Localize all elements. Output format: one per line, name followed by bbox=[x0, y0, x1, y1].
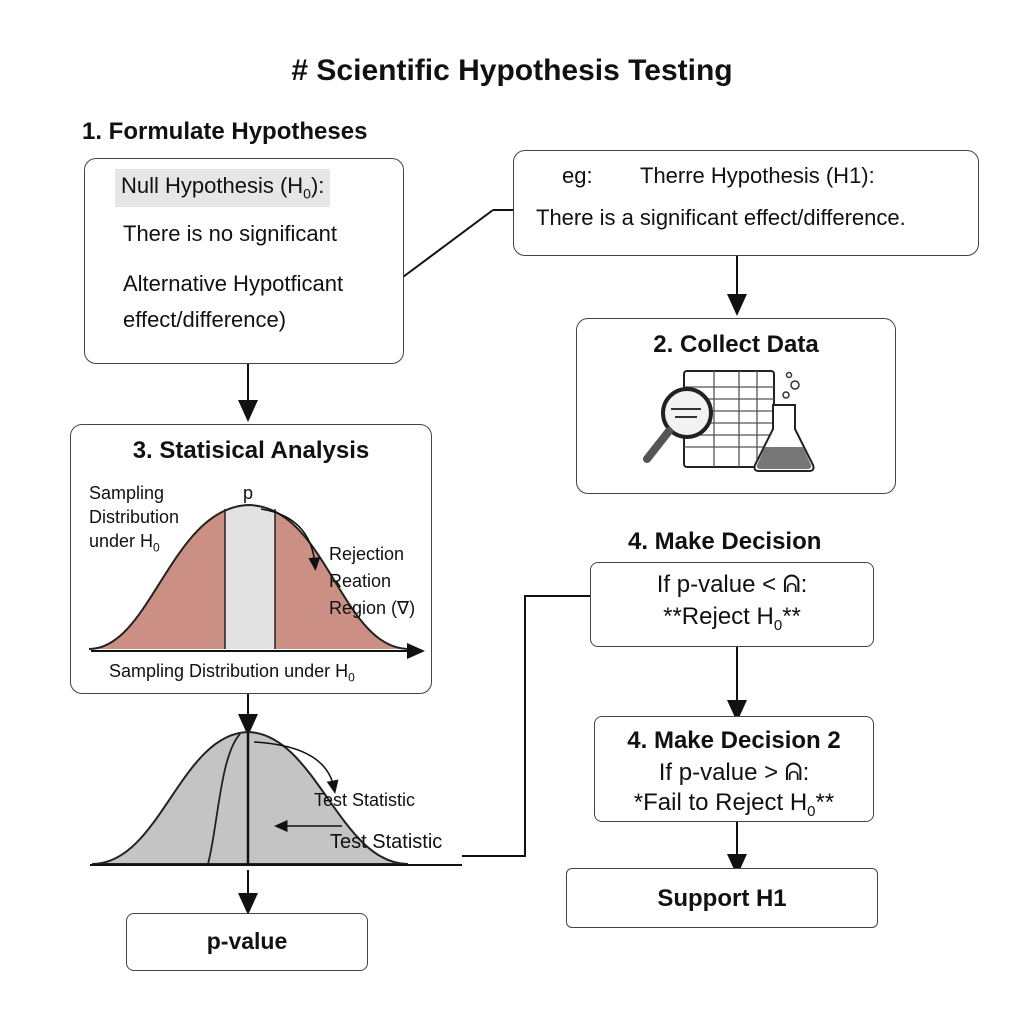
hypotheses-box bbox=[84, 158, 404, 364]
alt-hypothesis-line2: effect/difference) bbox=[123, 307, 287, 332]
example-label: Therre Hypothesis (H1): bbox=[640, 163, 875, 188]
example-hypothesis-box bbox=[513, 150, 979, 256]
data-collection-icon bbox=[639, 367, 829, 477]
step2-heading: 2. Collect Data bbox=[653, 331, 819, 358]
decision1-condition: If p-value < ᕱ: bbox=[656, 571, 808, 598]
connector-step1-example bbox=[403, 210, 493, 277]
alt-hypothesis-line1: Alternative Hypotficant bbox=[123, 271, 344, 296]
decision2-heading: 4. Make Decision 2 bbox=[627, 727, 841, 754]
test-statistic-label-2: Test Statistic bbox=[330, 831, 443, 853]
distribution-label: Sampling Distribution under $H_0$ bbox=[89, 483, 180, 555]
null-hypothesis-label: Null Hypothesis $(H_0)$: bbox=[115, 169, 330, 207]
rejection-region-label: Rejection Reation Region (∇) bbox=[329, 544, 416, 618]
decision2-condition: If p-value > ᕱ: bbox=[658, 759, 810, 786]
test-statistic-label-1: Test Statistic bbox=[314, 790, 416, 810]
center-region bbox=[225, 425, 275, 693]
decision1-heading: 4. Make Decision bbox=[628, 528, 822, 555]
example-prefix: eg: bbox=[562, 163, 593, 188]
p-value-box bbox=[126, 913, 368, 971]
support-h1-label: Support H1 bbox=[657, 885, 787, 912]
decision1-result: **Reject $H_0**$ bbox=[663, 603, 801, 634]
p-value-label: p-value bbox=[206, 928, 288, 954]
axis-label: Sampling Distribution under $H_0$ bbox=[109, 661, 355, 685]
statistical-analysis-box bbox=[70, 424, 432, 694]
diagram-title: # Scientific Hypothesis Testing bbox=[291, 54, 733, 87]
connector-teststat-to-decision bbox=[462, 596, 590, 856]
null-hypothesis-text: There is no significant bbox=[123, 221, 337, 246]
step3-heading: 3. Statisical Analysis bbox=[132, 437, 370, 464]
decision2-box bbox=[594, 716, 874, 822]
step1-heading: 1. Formulate Hypotheses bbox=[82, 118, 368, 145]
collect-data-box bbox=[576, 318, 896, 494]
support-h1-box bbox=[566, 868, 878, 928]
example-text: There is a significant effect/difference. bbox=[536, 205, 906, 230]
p-marker-label: p bbox=[243, 483, 254, 503]
decision2-result: *Fail to Reject $H_0**$ bbox=[633, 789, 835, 820]
decision1-box bbox=[590, 562, 874, 647]
